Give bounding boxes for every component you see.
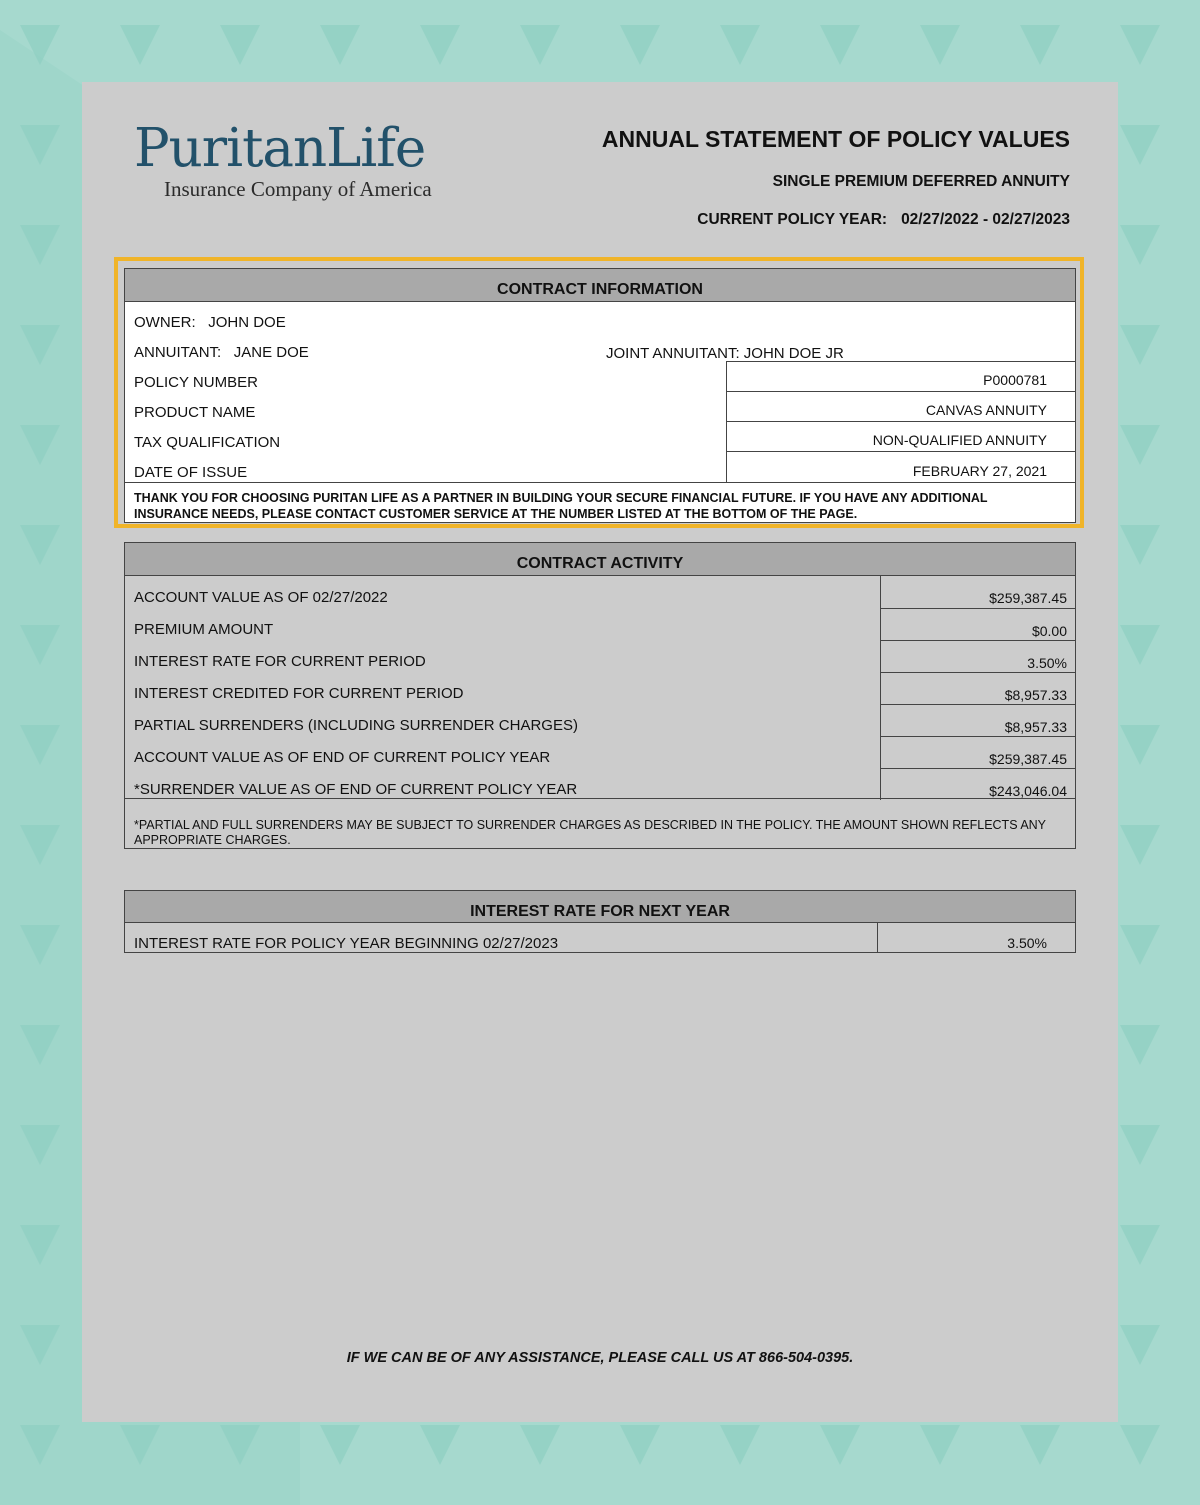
annuitant-field xyxy=(134,344,309,361)
activity-row-label: PREMIUM AMOUNT xyxy=(134,621,274,638)
date-of-issue-value: FEBRUARY 27, 2021 xyxy=(912,463,1047,479)
pattern-triangle xyxy=(620,25,660,65)
annuitant-value: JANE DOE xyxy=(233,344,309,361)
pattern-triangle xyxy=(1120,425,1160,465)
activity-divider xyxy=(125,798,1075,799)
policy-number-cell xyxy=(726,361,1076,391)
activity-row-value: $243,046.04 xyxy=(989,783,1067,799)
contract-info-section xyxy=(124,268,1076,523)
next-year-rate-section xyxy=(124,890,1076,953)
policy-number-value: P0000781 xyxy=(983,372,1047,388)
tax-qualification-cell xyxy=(726,421,1076,451)
pattern-triangle xyxy=(1120,625,1160,665)
pattern-triangle xyxy=(320,1425,360,1465)
tax-qualification-label: TAX QUALIFICATION xyxy=(134,434,281,451)
logo-wordmark: PuritanLife xyxy=(134,118,426,179)
policy-number-label: POLICY NUMBER xyxy=(134,374,258,391)
pattern-triangle xyxy=(320,25,360,65)
tax-qualification-value: NON-QUALIFIED ANNUITY xyxy=(872,432,1047,448)
pattern-triangle xyxy=(1120,1325,1160,1365)
pattern-triangle xyxy=(920,1425,960,1465)
pattern-triangle xyxy=(1020,1425,1060,1465)
activity-value-cell xyxy=(880,640,1076,672)
pattern-triangle xyxy=(520,25,560,65)
pattern-triangle xyxy=(1120,725,1160,765)
activity-row-label: *SURRENDER VALUE AS OF END OF CURRENT POLICY YEAR xyxy=(134,781,578,798)
product-name-cell xyxy=(726,391,1076,421)
product-type: SINGLE PREMIUM DEFERRED ANNUITY xyxy=(772,173,1070,190)
owner-value: JOHN DOE xyxy=(208,314,286,331)
pattern-triangle xyxy=(420,1425,460,1465)
pattern-triangle xyxy=(620,1425,660,1465)
pattern-triangle xyxy=(1120,1025,1160,1065)
activity-value-cell xyxy=(880,672,1076,704)
pattern-triangle xyxy=(720,1425,760,1465)
activity-row-label: ACCOUNT VALUE AS OF END OF CURRENT POLICY YEAR xyxy=(134,749,551,766)
next-year-rate-value: 3.50% xyxy=(1007,935,1047,951)
activity-value-cell xyxy=(880,704,1076,736)
date-of-issue-label: DATE OF ISSUE xyxy=(134,464,248,481)
contract-activity-header: CONTRACT ACTIVITY xyxy=(125,543,1075,576)
pattern-triangle xyxy=(1020,25,1060,65)
contract-info-header: CONTRACT INFORMATION xyxy=(125,269,1075,302)
logo-subtitle: Insurance Company of America xyxy=(164,177,432,201)
pattern-triangle xyxy=(820,1425,860,1465)
contract-info-divider xyxy=(125,482,1075,483)
pattern-triangle xyxy=(920,25,960,65)
activity-row-value: $0.00 xyxy=(1031,623,1067,639)
company-logo xyxy=(134,118,474,201)
activity-row-label: INTEREST CREDITED FOR CURRENT PERIOD xyxy=(134,685,464,702)
activity-row-value: $259,387.45 xyxy=(989,751,1067,767)
pattern-triangle xyxy=(520,1425,560,1465)
pattern-triangle xyxy=(220,25,260,65)
contract-activity-section xyxy=(124,542,1076,849)
assistance-footer: IF WE CAN BE OF ANY ASSISTANCE, PLEASE CALL US AT 866-504-0395. xyxy=(346,1350,854,1366)
next-year-rate-label: INTEREST RATE FOR POLICY YEAR BEGINNING 02/27/2023 xyxy=(134,935,559,952)
pattern-triangle xyxy=(1120,525,1160,565)
owner-field xyxy=(134,314,286,331)
product-name-value: CANVAS ANNUITY xyxy=(925,402,1047,418)
pattern-triangle xyxy=(420,25,460,65)
pattern-triangle xyxy=(1120,825,1160,865)
activity-row-value: $8,957.33 xyxy=(1004,687,1067,703)
statement-title: ANNUAL STATEMENT OF POLICY VALUES xyxy=(601,126,1070,152)
joint-annuitant: JOINT ANNUITANT: JOHN DOE JR xyxy=(606,345,844,362)
policy-year-value: 02/27/2022 - 02/27/2023 xyxy=(901,211,1070,228)
product-name-label: PRODUCT NAME xyxy=(134,404,256,421)
activity-row-value: $8,957.33 xyxy=(1004,719,1067,735)
activity-row-value: 3.50% xyxy=(1027,655,1067,671)
pattern-triangle xyxy=(1120,925,1160,965)
date-of-issue-cell xyxy=(726,451,1076,482)
next-year-rate-header: INTEREST RATE FOR NEXT YEAR xyxy=(125,891,1075,923)
activity-row-value: $259,387.45 xyxy=(989,590,1067,606)
pattern-triangle xyxy=(1120,25,1160,65)
pattern-triangle xyxy=(820,25,860,65)
pattern-triangle xyxy=(1120,325,1160,365)
annuitant-label: ANNUITANT: xyxy=(134,344,222,361)
next-year-rate-cell xyxy=(877,922,1076,953)
policy-year-label: CURRENT POLICY YEAR: xyxy=(697,211,888,228)
owner-label: OWNER: xyxy=(134,314,196,331)
activity-value-cell xyxy=(880,608,1076,640)
pattern-triangle xyxy=(720,25,760,65)
thank-you-message: THANK YOU FOR CHOOSING PURITAN LIFE AS A PARTNER IN BUILDING YOUR SECURE FINANCIAL FUTURE. IF YOU HAVE ANY ADDITIONAL INSURANCE NEEDS, PLEASE CONTACT CUSTOMER SERVICE AT THE NUMBER LISTED AT THE BOTTOM OF THE PAGE. xyxy=(134,491,988,521)
activity-value-cell xyxy=(880,768,1076,800)
pattern-triangle xyxy=(1120,1225,1160,1265)
pattern-triangle xyxy=(1120,1125,1160,1165)
activity-row-label: ACCOUNT VALUE AS OF 02/27/2022 xyxy=(134,589,388,606)
pattern-triangle xyxy=(1120,1425,1160,1465)
activity-value-cell xyxy=(880,736,1076,768)
surrender-note: *PARTIAL AND FULL SURRENDERS MAY BE SUBJECT TO SURRENDER CHARGES AS DESCRIBED IN THE POLICY. THE AMOUNT SHOWN REFLECTS ANY APPROPRIATE CHARGES. xyxy=(134,818,1046,847)
current-policy-year xyxy=(697,211,1070,229)
pattern-triangle xyxy=(1120,125,1160,165)
activity-row-label: INTEREST RATE FOR CURRENT PERIOD xyxy=(134,653,426,670)
activity-row-label: PARTIAL SURRENDERS (INCLUDING SURRENDER CHARGES) xyxy=(134,717,578,734)
activity-value-cell xyxy=(880,576,1076,608)
statement-sheet xyxy=(82,82,1118,1422)
pattern-triangle xyxy=(120,25,160,65)
pattern-triangle xyxy=(1120,225,1160,265)
